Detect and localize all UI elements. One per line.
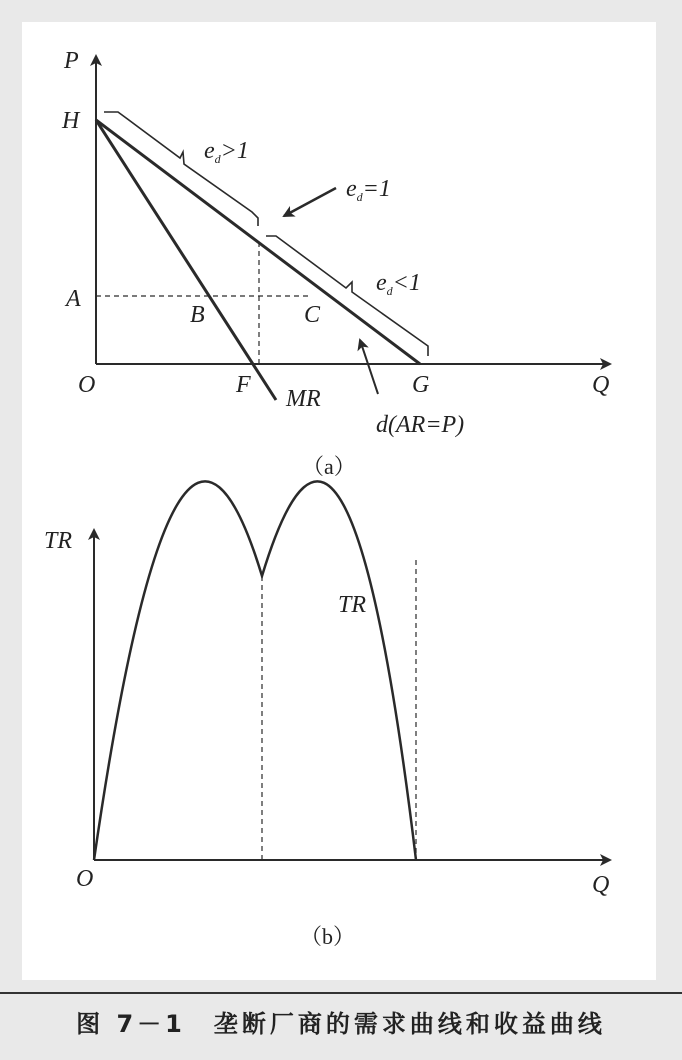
demand-curve <box>96 120 420 364</box>
q-axis-a-label: Q <box>592 372 610 398</box>
point-a-label: A <box>66 286 81 312</box>
point-f-label: F <box>236 372 251 398</box>
p-axis-label: P <box>64 48 79 74</box>
tr-curve-label: TR <box>338 592 367 618</box>
origin-b-label: O <box>76 866 94 892</box>
demand-label: d(AR=P) <box>376 412 465 438</box>
demand-label-arrow <box>360 340 378 394</box>
mr-curve <box>96 120 276 400</box>
mr-label: MR <box>286 386 321 412</box>
panel-a-caption: （a） <box>302 454 356 479</box>
panel-b <box>94 481 610 860</box>
q-axis-b-label: Q <box>592 872 610 898</box>
unit-elastic-arrow <box>284 188 336 216</box>
panel-a <box>96 56 610 400</box>
elastic-label: $e_d>1$ <box>204 138 249 166</box>
point-h-label: H <box>62 108 80 134</box>
figure-caption: 图 7－1 垄断厂商的需求曲线和收益曲线 <box>76 1010 606 1038</box>
tr-axis-label: TR <box>44 528 73 554</box>
panel-a-labels <box>61 48 609 479</box>
unit-elastic-label: $e_d=1$ <box>346 176 391 204</box>
inelastic-brace <box>266 236 428 356</box>
panel-b-caption: （b） <box>300 924 356 949</box>
point-g-label: G <box>412 372 430 398</box>
tr-curve <box>94 481 416 860</box>
point-b-label: B <box>190 302 205 328</box>
caption-rule <box>0 992 682 994</box>
inelastic-label: $e_d<1$ <box>376 270 421 298</box>
point-c-label: C <box>304 302 321 328</box>
origin-a-label: O <box>78 372 96 398</box>
panel-b-labels <box>44 528 609 949</box>
